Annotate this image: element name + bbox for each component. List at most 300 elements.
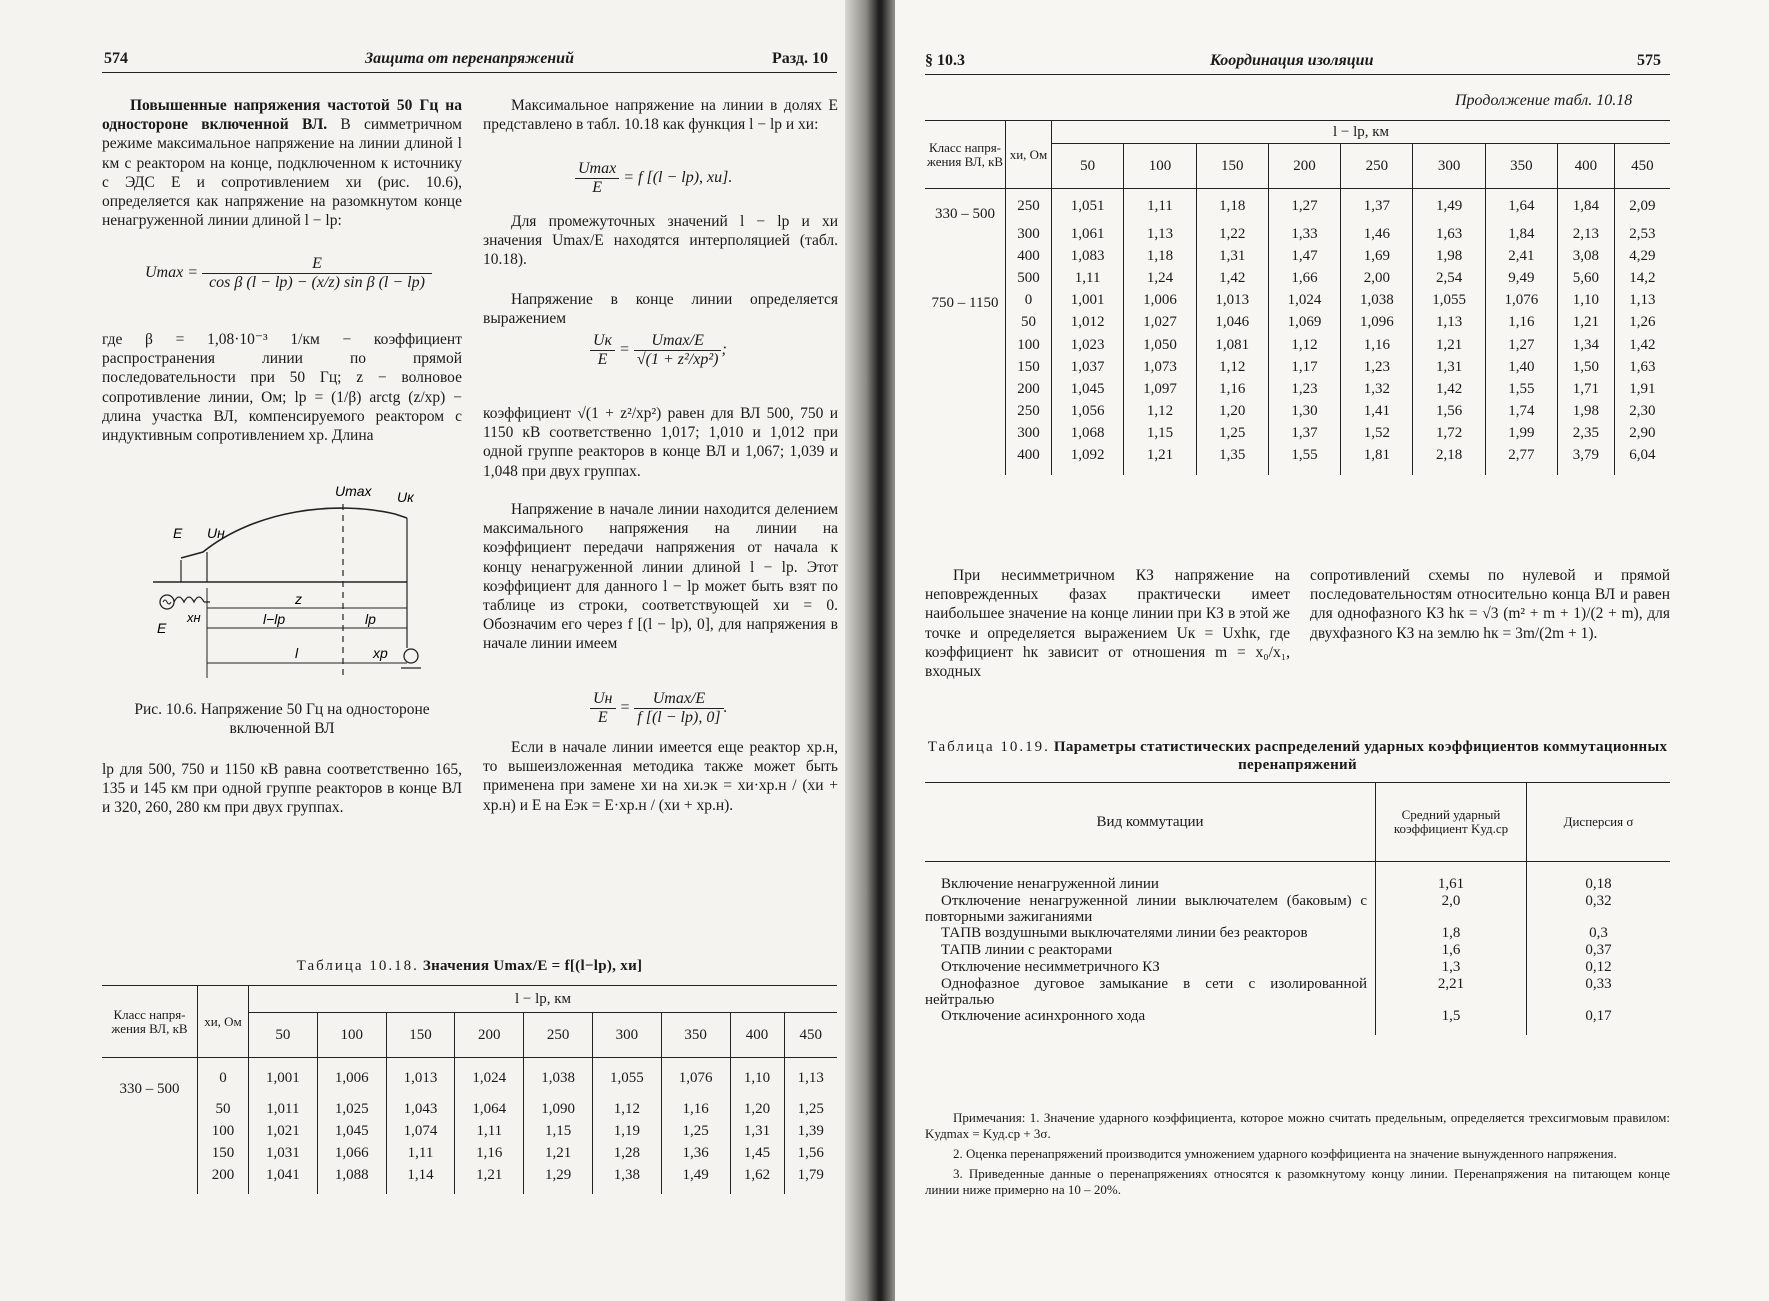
eq-num: Umax/E	[634, 690, 723, 709]
cell-value: 1,66	[1268, 267, 1340, 289]
cell-value: 1,32	[1341, 378, 1413, 400]
table-10-19	[925, 782, 1670, 1035]
cell-class	[925, 334, 1006, 356]
cell-value: 1,046	[1196, 312, 1268, 334]
cell-value: 1,81	[1341, 445, 1413, 467]
cell-value: 2,13	[1558, 223, 1615, 245]
cell-value: 2,09	[1614, 189, 1670, 224]
table-number: Таблица 10.18.	[296, 958, 419, 974]
cell-pad	[102, 1186, 198, 1194]
cell-value: 2,18	[1413, 445, 1485, 467]
left-col2-para4: коэффициент √(1 + z²/xр²) равен для ВЛ 500, 750 и 1150 кВ соответственно 1,017; 1,010 и 1,012 при одной группе реакторов в конце ВЛ и 1,067; 1,039 и 1,048 при двух группах.	[483, 405, 838, 480]
cell-pad	[317, 1186, 386, 1194]
cell-value: 1,71	[1558, 378, 1615, 400]
col-header-span: l − lр, км	[249, 986, 838, 1013]
right-header-rule	[925, 74, 1670, 75]
cell-value: 1,16	[661, 1098, 730, 1120]
cell-class	[925, 223, 1006, 245]
cell-value: 1,15	[1124, 423, 1196, 445]
cell-value: 1,45	[730, 1142, 784, 1164]
cell-value: 1,088	[317, 1164, 386, 1186]
cell-value: 1,10	[730, 1058, 784, 1099]
col-header: 50	[249, 1013, 318, 1058]
cell-x: 250	[1006, 401, 1052, 423]
table-row	[925, 356, 1670, 378]
cell-pad	[198, 1186, 249, 1194]
left-col1-para1	[102, 96, 462, 230]
cell-value: 1,31	[1196, 245, 1268, 267]
table-row	[925, 334, 1670, 356]
cell-value: 1,11	[1124, 189, 1196, 224]
right-para-right: сопротивлений схемы по нулевой и прямой последовательностям относительно конца ВЛ и равен для однофазного КЗ hк = √3 (m² + m + 1)/(2 + m), для двухфазного КЗ на землю hк = 3m/(2m + 1).	[1310, 567, 1670, 642]
cell-dispersion: 0,17	[1527, 1008, 1671, 1025]
cell-value: 1,33	[1268, 223, 1340, 245]
col-header: 300	[1413, 144, 1485, 189]
cell-value: 1,024	[455, 1058, 524, 1099]
cell-class	[925, 245, 1006, 267]
cell-value: 1,52	[1341, 423, 1413, 445]
eq-lhs: Umax =	[145, 264, 199, 282]
table-row	[925, 445, 1670, 467]
cell-kind: Отключение асинхронного хода	[941, 1008, 1146, 1024]
fig-label-uh: Uн	[207, 525, 225, 541]
table-row	[925, 189, 1670, 224]
col-header: 200	[455, 1013, 524, 1058]
eq-den: E	[597, 351, 608, 368]
cell-value: 1,98	[1413, 245, 1485, 267]
cell-class	[925, 445, 1006, 467]
cell-mean: 1,5	[1376, 1008, 1527, 1025]
fig-label-uk: Uк	[397, 489, 414, 505]
fig-label-z: z	[295, 591, 302, 607]
eq-den: E	[592, 179, 602, 196]
cell-value: 1,001	[249, 1058, 318, 1099]
col-header-span: l − lр, км	[1052, 121, 1671, 144]
col-header-dispersion: Дисперсия σ	[1527, 783, 1671, 862]
table-row	[102, 1164, 837, 1186]
cell-value: 1,056	[1052, 401, 1124, 423]
cell-value: 1,55	[1485, 378, 1557, 400]
cell-value: 1,99	[1485, 423, 1557, 445]
cell-mean: 2,21	[1376, 976, 1527, 1008]
cell-value: 1,006	[1124, 290, 1196, 312]
cell-value: 1,043	[386, 1098, 455, 1120]
table-row	[102, 1098, 837, 1120]
table-10-18	[102, 985, 837, 1194]
cell-x: 400	[1006, 445, 1052, 467]
cell-value: 1,038	[524, 1058, 593, 1099]
cell-value: 1,083	[1052, 245, 1124, 267]
cell-pad	[592, 1186, 661, 1194]
fig-label-xh: xн	[187, 610, 201, 625]
col-header: 350	[661, 1013, 730, 1058]
cell-value: 1,84	[1485, 223, 1557, 245]
cell-x: 250	[1006, 189, 1052, 224]
cell-value: 1,37	[1268, 423, 1340, 445]
cell-value: 9,49	[1485, 267, 1557, 289]
cell-x: 200	[198, 1164, 249, 1186]
cell-mean: 2,0	[1376, 893, 1527, 925]
left-col2-para2: Для промежуточных значений l − lр и xи значения Umax/E находятся интерполяцией (табл. 10.18).	[483, 213, 838, 269]
table-end-row	[925, 467, 1670, 475]
cell-x: 500	[1006, 267, 1052, 289]
cell-value: 1,027	[1124, 312, 1196, 334]
cell-value: 1,074	[386, 1120, 455, 1142]
cell-value: 1,037	[1052, 356, 1124, 378]
cell-value: 1,19	[592, 1120, 661, 1142]
table-end-row	[925, 1025, 1670, 1035]
table-row	[925, 925, 1670, 942]
cell-class: 330 – 500	[119, 1081, 180, 1097]
cell-mean: 1,6	[1376, 942, 1527, 959]
cell-value: 1,22	[1196, 223, 1268, 245]
eq-num: Umax/E	[634, 332, 722, 351]
fig-label-lp: lр	[365, 611, 376, 627]
cell-value: 1,13	[1413, 312, 1485, 334]
cell-value: 1,25	[1196, 423, 1268, 445]
cell-class: 330 – 500	[935, 206, 995, 222]
fig-label-l: l	[295, 645, 299, 661]
cell-pad	[249, 1186, 318, 1194]
cell-mean: 1,3	[1376, 959, 1527, 976]
table-row	[925, 312, 1670, 334]
cell-value: 1,12	[1124, 401, 1196, 423]
cell-value: 1,081	[1196, 334, 1268, 356]
cell-value: 1,16	[1341, 334, 1413, 356]
cell-dispersion: 0,3	[1527, 925, 1671, 942]
left-col1-para2: где β = 1,08·10⁻³ 1/км − коэффициент распространения линии по прямой последовательности при 50 Гц; z − волновое сопротивление линии, Ом; lр = (1/β) arctg (z/xр) − длина участка ВЛ, компенсируемого реактором с индуктивным сопротивлением xр. Длина	[102, 331, 462, 445]
cell-value: 2,00	[1341, 267, 1413, 289]
cell-x: 150	[1006, 356, 1052, 378]
cell-value: 1,14	[386, 1164, 455, 1186]
cell-value: 1,038	[1341, 290, 1413, 312]
cell-value: 14,2	[1614, 267, 1670, 289]
cell-value: 1,18	[1196, 189, 1268, 224]
cell-value: 1,097	[1124, 378, 1196, 400]
cell-value: 1,13	[1124, 223, 1196, 245]
col-header: 150	[386, 1013, 455, 1058]
table-row	[925, 290, 1670, 312]
cell-value: 1,045	[317, 1120, 386, 1142]
table-title: Параметры статистических распределений ударных коэффициентов коммутационных перенапряжений	[1053, 739, 1668, 773]
cell-value: 1,69	[1341, 245, 1413, 267]
cell-value: 1,073	[1124, 356, 1196, 378]
eq-den: √(1 + z²/xр²)	[636, 351, 719, 368]
eq-num: Uк	[590, 332, 615, 351]
cell-value: 2,35	[1558, 423, 1615, 445]
cell-value: 1,27	[1268, 189, 1340, 224]
col-header-mean: Средний ударный коэффициент Kуд.ср	[1376, 783, 1527, 862]
cell-pad	[925, 467, 1006, 475]
table-row	[925, 267, 1670, 289]
cell-pad	[1376, 1025, 1527, 1035]
fig-label-l-lp: l−lр	[263, 611, 286, 627]
col-header: 250	[524, 1013, 593, 1058]
cell-value: 1,49	[661, 1164, 730, 1186]
cell-x: 400	[1006, 245, 1052, 267]
eq-num: E	[202, 255, 432, 274]
cell-dispersion: 0,12	[1527, 959, 1671, 976]
cell-x: 100	[198, 1120, 249, 1142]
cell-value: 1,56	[1413, 401, 1485, 423]
note-item: 3. Приведенные данные о перенапряжениях относятся к разомкнутому концу линии. Перенапряжения на питающем конце линии ниже примерно на 10 – 20%.	[925, 1166, 1670, 1197]
cell-pad	[1413, 467, 1485, 475]
cell-value: 2,53	[1614, 223, 1670, 245]
cell-value: 1,28	[592, 1142, 661, 1164]
table-row	[102, 1120, 837, 1142]
cell-pad	[661, 1186, 730, 1194]
cell-pad	[784, 1186, 837, 1194]
cell-value: 4,29	[1614, 245, 1670, 267]
cell-pad	[1558, 467, 1615, 475]
cell-value: 2,90	[1614, 423, 1670, 445]
fig-label-xp: xр	[373, 645, 388, 661]
cell-value: 1,076	[1485, 290, 1557, 312]
left-col2-para1: Максимальное напряжение на линии в долях E представлено в табл. 10.18 как функция l − lр и xи:	[483, 97, 838, 134]
cell-kind: Однофазное дуговое замыкание в сети с изолированной нейтралью	[925, 976, 1367, 1008]
cell-value: 1,21	[524, 1142, 593, 1164]
cell-kind: ТАПВ воздушными выключателями линии без реакторов	[941, 925, 1308, 941]
cell-class	[102, 1120, 198, 1142]
cell-pad	[925, 1025, 1376, 1035]
cell-value: 1,63	[1413, 223, 1485, 245]
cell-pad	[386, 1186, 455, 1194]
cell-class: 750 – 1150	[931, 294, 999, 311]
cell-value: 1,21	[455, 1164, 524, 1186]
equation-uk: $\frac{Uк}{E}$ = $\frac{Umax/E}{\text{√(1 + z²/xр²)}}$ ;	[590, 332, 727, 369]
cell-value: 1,031	[249, 1142, 318, 1164]
cell-pad	[455, 1186, 524, 1194]
cell-pad	[1268, 467, 1340, 475]
cell-value: 1,012	[1052, 312, 1124, 334]
cell-dispersion: 0,32	[1527, 893, 1671, 925]
cell-value: 1,35	[1196, 445, 1268, 467]
cell-value: 1,39	[784, 1120, 837, 1142]
cell-class	[925, 378, 1006, 400]
cell-pad	[1341, 467, 1413, 475]
col-header: 300	[592, 1013, 661, 1058]
cell-value: 1,31	[1413, 356, 1485, 378]
cell-value: 1,041	[249, 1164, 318, 1186]
cell-value: 1,13	[784, 1058, 837, 1099]
cell-value: 1,62	[730, 1164, 784, 1186]
note-item: 2. Оценка перенапряжений производится умножением ударного коэффициента на значение вынужденного напряжения.	[953, 1146, 1617, 1161]
cell-value: 1,37	[1341, 189, 1413, 224]
cell-class	[925, 267, 1006, 289]
col-header: 100	[317, 1013, 386, 1058]
left-col2-para6: Если в начале линии имеется еще реактор xр.н, то вышеизложенная методика также может быть применена при замене xи на xи.эк = xи·xр.н / (xи + xр.н) и E на Eэк = E·xр.н / (xи + xр.н).	[483, 739, 838, 814]
cell-dispersion: 0,33	[1527, 976, 1671, 1008]
cell-value: 1,63	[1614, 356, 1670, 378]
cell-x: 300	[1006, 423, 1052, 445]
eq-num: Umax	[575, 160, 619, 179]
cell-value: 1,42	[1413, 378, 1485, 400]
table-row	[925, 245, 1670, 267]
cell-value: 1,38	[592, 1164, 661, 1186]
cell-value: 1,36	[661, 1142, 730, 1164]
cell-pad	[1006, 467, 1052, 475]
table-10-18-caption	[102, 958, 837, 975]
cell-value: 1,49	[1413, 189, 1485, 224]
cell-kind: Включение ненагруженной линии	[941, 876, 1159, 892]
cell-dispersion: 0,37	[1527, 942, 1671, 959]
cell-value: 1,23	[1341, 356, 1413, 378]
figure-caption: Рис. 10.6. Напряжение 50 Гц на одностороне включенной ВЛ	[134, 701, 430, 737]
cell-value: 1,20	[730, 1098, 784, 1120]
cell-value: 1,42	[1196, 267, 1268, 289]
cell-class	[102, 1098, 198, 1120]
cell-x: 0	[1006, 290, 1052, 312]
cell-value: 6,04	[1614, 445, 1670, 467]
table-row	[925, 378, 1670, 400]
left-section: Разд. 10	[772, 50, 829, 67]
col-header-kind: Вид коммутации	[925, 783, 1376, 862]
left-col2-para5: Напряжение в начале линии находится делением максимального напряжения на линии на коэффициент передачи напряжения от начала к концу ненагруженной линии длиной l − lр. Этот коэффициент для данного l − lр может быть взят по таблице из строки, соответствующей xи = 0. Обозначим его через f [(l − lр), 0], для напряжения в начале линии имеем	[483, 501, 838, 653]
cell-value: 1,16	[1196, 378, 1268, 400]
cell-value: 1,26	[1614, 312, 1670, 334]
table-row	[925, 1008, 1670, 1025]
cell-value: 1,15	[524, 1120, 593, 1142]
cell-value: 1,096	[1341, 312, 1413, 334]
cell-value: 1,066	[317, 1142, 386, 1164]
cell-pad	[1052, 467, 1124, 475]
col-header: 400	[1558, 144, 1615, 189]
cell-value: 1,025	[317, 1098, 386, 1120]
cell-value: 1,050	[1124, 334, 1196, 356]
table-10-19-caption	[925, 738, 1670, 774]
col-header-class: Класс напря- жения ВЛ, кВ	[102, 986, 198, 1058]
right-page	[895, 0, 1769, 1301]
cell-mean: 1,61	[1376, 862, 1527, 894]
table-notes	[925, 1110, 1670, 1202]
col-header: 450	[784, 1013, 837, 1058]
table-end-row	[102, 1186, 837, 1194]
table-row	[925, 959, 1670, 976]
col-header-x: xи, Ом	[198, 986, 249, 1058]
cell-value: 1,021	[249, 1120, 318, 1142]
cell-value: 1,12	[1196, 356, 1268, 378]
cell-value: 1,11	[1052, 267, 1124, 289]
para-text: В симметричном режиме максимальное напряжение на линии длиной l км с реактором на конце, подключенном к источнику с ЭДС E и сопротивлением xи (рис. 10.6), определяется как напряжение на разомкнутом конце ненагруженной линии длиной l − lр:	[102, 116, 462, 230]
cell-value: 1,10	[1558, 290, 1615, 312]
cell-class	[925, 312, 1006, 334]
eq-den: cos β (l − lр) − (x/z) sin β (l − lр)	[209, 274, 425, 291]
col-header: 400	[730, 1013, 784, 1058]
table-row	[925, 942, 1670, 959]
cell-value: 1,23	[1268, 378, 1340, 400]
cell-pad	[1485, 467, 1557, 475]
eq-den: E	[597, 709, 608, 726]
cell-pad	[1614, 467, 1670, 475]
left-running-title: Защита от перенапряжений	[365, 50, 574, 67]
cell-value: 1,068	[1052, 423, 1124, 445]
cell-class	[925, 401, 1006, 423]
right-para-left: При несимметричном КЗ напряжение на неповрежденных фазах практически имеет наибольшее значение на конце линии при КЗ в этой же точке и определяется выражением Uк = Uхhк, где коэффициент hк зависит от отношения m = x₀/x₁, входных	[925, 567, 1290, 681]
cell-value: 2,77	[1485, 445, 1557, 467]
cell-value: 1,090	[524, 1098, 593, 1120]
equation-umax	[145, 255, 432, 292]
cell-value: 1,34	[1558, 334, 1615, 356]
table-row	[925, 423, 1670, 445]
cell-x: 200	[1006, 378, 1052, 400]
cell-value: 1,41	[1341, 401, 1413, 423]
cell-value: 1,12	[1268, 334, 1340, 356]
col-header: 350	[1485, 144, 1557, 189]
cell-pad	[1124, 467, 1196, 475]
cell-pad	[524, 1186, 593, 1194]
cell-value: 1,40	[1485, 356, 1557, 378]
cell-value: 1,069	[1268, 312, 1340, 334]
cell-value: 1,001	[1052, 290, 1124, 312]
cell-value: 1,46	[1341, 223, 1413, 245]
eq-rhs: = f [(l − lр), xи].	[623, 169, 733, 187]
table-continuation-label: Продолжение табл. 10.18	[1455, 92, 1633, 109]
cell-value: 1,18	[1124, 245, 1196, 267]
cell-value: 1,79	[784, 1164, 837, 1186]
cell-value: 1,16	[1485, 312, 1557, 334]
col-header: 450	[1614, 144, 1670, 189]
cell-value: 1,31	[730, 1120, 784, 1142]
cell-value: 1,25	[784, 1098, 837, 1120]
cell-value: 1,013	[386, 1058, 455, 1099]
table-row	[102, 1058, 837, 1099]
cell-value: 5,60	[1558, 267, 1615, 289]
right-running-title: Координация изоляции	[1210, 52, 1374, 69]
cell-value: 1,16	[455, 1142, 524, 1164]
cell-value: 2,30	[1614, 401, 1670, 423]
col-header-x: xи, Ом	[1006, 121, 1052, 189]
cell-value: 1,64	[1485, 189, 1557, 224]
cell-value: 1,91	[1614, 378, 1670, 400]
cell-value: 1,17	[1268, 356, 1340, 378]
left-col1-para3: lр для 500, 750 и 1150 кВ равна соответственно 165, 135 и 145 км при одной группе реакторов в конце ВЛ и 320, 260, 280 км при двух группах.	[102, 761, 462, 817]
cell-class	[925, 356, 1006, 378]
cell-value: 1,30	[1268, 401, 1340, 423]
table-title: Значения Umax/E = f[(l−lр), xи]	[422, 958, 643, 974]
cell-x: 0	[198, 1058, 249, 1099]
cell-x: 50	[1006, 312, 1052, 334]
col-header: 200	[1268, 144, 1340, 189]
cell-value: 1,013	[1196, 290, 1268, 312]
cell-value: 1,29	[524, 1164, 593, 1186]
cell-value: 1,055	[1413, 290, 1485, 312]
col-header: 250	[1341, 144, 1413, 189]
cell-value: 3,08	[1558, 245, 1615, 267]
col-header-class: Класс напря- жения ВЛ, кВ	[925, 121, 1006, 189]
fig-label-umax: Umax	[335, 483, 372, 499]
cell-value: 1,12	[592, 1098, 661, 1120]
cell-value: 1,50	[1558, 356, 1615, 378]
cell-value: 1,076	[661, 1058, 730, 1099]
cell-value: 1,20	[1196, 401, 1268, 423]
cell-mean: 1,8	[1376, 925, 1527, 942]
left-header-rule	[102, 72, 837, 73]
eq-num: Uн	[590, 690, 616, 709]
cell-value: 1,21	[1558, 312, 1615, 334]
table-row	[925, 893, 1670, 925]
table-row	[925, 401, 1670, 423]
cell-value: 1,045	[1052, 378, 1124, 400]
cell-value: 1,55	[1268, 445, 1340, 467]
note-item: Примечания: 1. Значение ударного коэффициента, которое можно считать предельным, определяется трехсигмовым правилом: Kудmax = Kуд.ср + 3σ.	[925, 1110, 1670, 1141]
cell-pad	[1196, 467, 1268, 475]
right-page-number: 575	[1637, 52, 1661, 69]
cell-value: 3,79	[1558, 445, 1615, 467]
cell-value: 1,055	[592, 1058, 661, 1099]
table-row	[102, 1142, 837, 1164]
cell-x: 100	[1006, 334, 1052, 356]
eq-den: f [(l − lр), 0]	[637, 709, 721, 726]
